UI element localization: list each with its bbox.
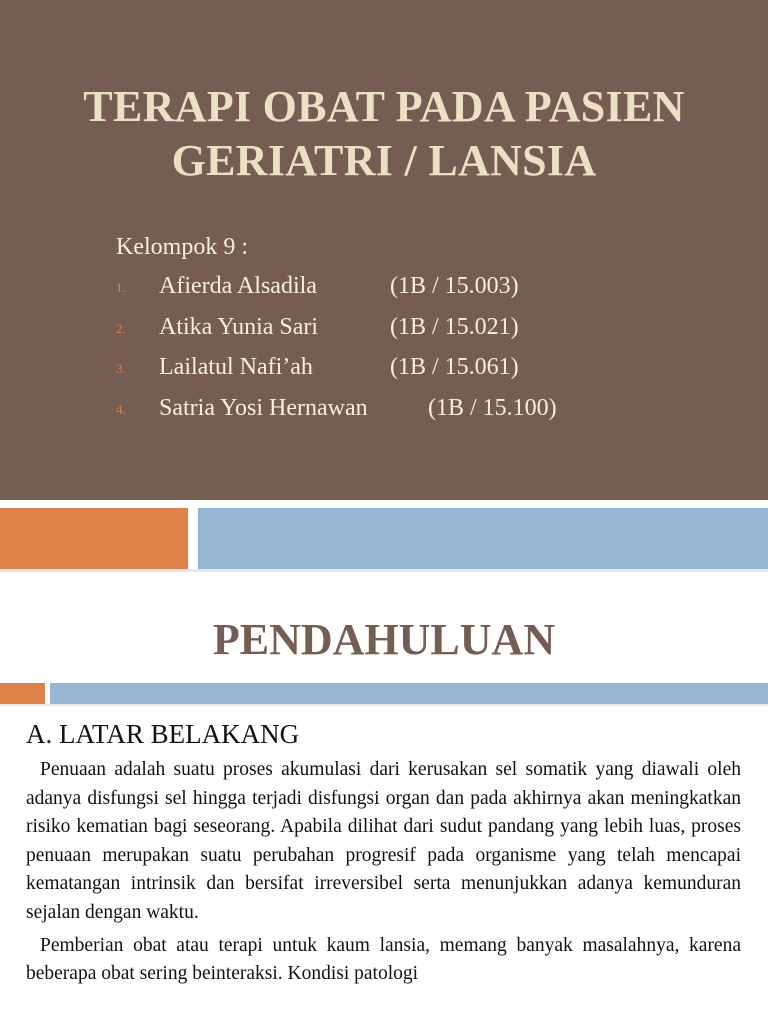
member-item (116, 312, 756, 353)
title-slide (0, 0, 768, 500)
slide-title-line-1: TERAPI OBAT PADA PASIEN (83, 82, 685, 131)
member-nim: (1B / 15.003) (390, 273, 519, 299)
section-body (26, 756, 741, 993)
member-list (116, 271, 756, 433)
member-name: Atika Yunia Sari (159, 313, 319, 340)
body-paragraph-2: Pemberian obat atau terapi untuk kaum lansia, memang banyak masalahnya, karena beberapa obat sering beinteraksi. Kondisi patologi (26, 934, 741, 985)
accent-bar-shadow (0, 569, 768, 572)
group-label: Kelompok 9 : (116, 234, 248, 260)
member-name: Afierda Alsadila (159, 273, 317, 299)
slide-gap (0, 500, 768, 508)
body-paragraph-1: Penuaan adalah suatu proses akumulasi dari kerusakan sel somatik yang diawali oleh adanya disfungsi sel hingga terjadi disfungsi organ dan pada akhirnya akan meningkatkan risiko kematian bagi seseorang. Apabila dilihat dari sudut pandang yang lebih luas, proses penuaan merupakan suatu perubahan progresif pada organisme yang telah mencapai kematangan intrinsik dan bersifat irreversibel serta menunjukkan adanya kemunduran sejalan dengan waktu. (26, 759, 741, 923)
member-name: Satria Yosi Hernawan (159, 394, 368, 421)
section-bar-orange (0, 683, 45, 704)
member-number: 4. (116, 401, 126, 417)
member-item (116, 271, 756, 312)
member-number: 3. (116, 361, 126, 376)
member-name: Lailatul Nafi’ah (159, 354, 313, 380)
member-number: 1. (116, 280, 126, 295)
section-title: PENDAHULUAN (212, 615, 556, 664)
section-subheading: A. LATAR BELAKANG (26, 719, 300, 749)
member-nim: (1B / 15.061) (390, 354, 519, 380)
accent-bar-orange (0, 508, 188, 569)
member-nim: (1B / 15.021) (390, 313, 519, 340)
member-item (116, 352, 756, 393)
member-nim: (1B / 15.100) (428, 394, 557, 421)
section-bar-blue (50, 683, 768, 704)
section-bar-shadow (0, 704, 768, 706)
slide-title-line-2: GERIATRI / LANSIA (171, 136, 597, 185)
accent-bar-blue (198, 508, 768, 569)
member-item (116, 393, 756, 434)
member-number: 2. (116, 320, 126, 336)
slide-title (0, 80, 768, 188)
